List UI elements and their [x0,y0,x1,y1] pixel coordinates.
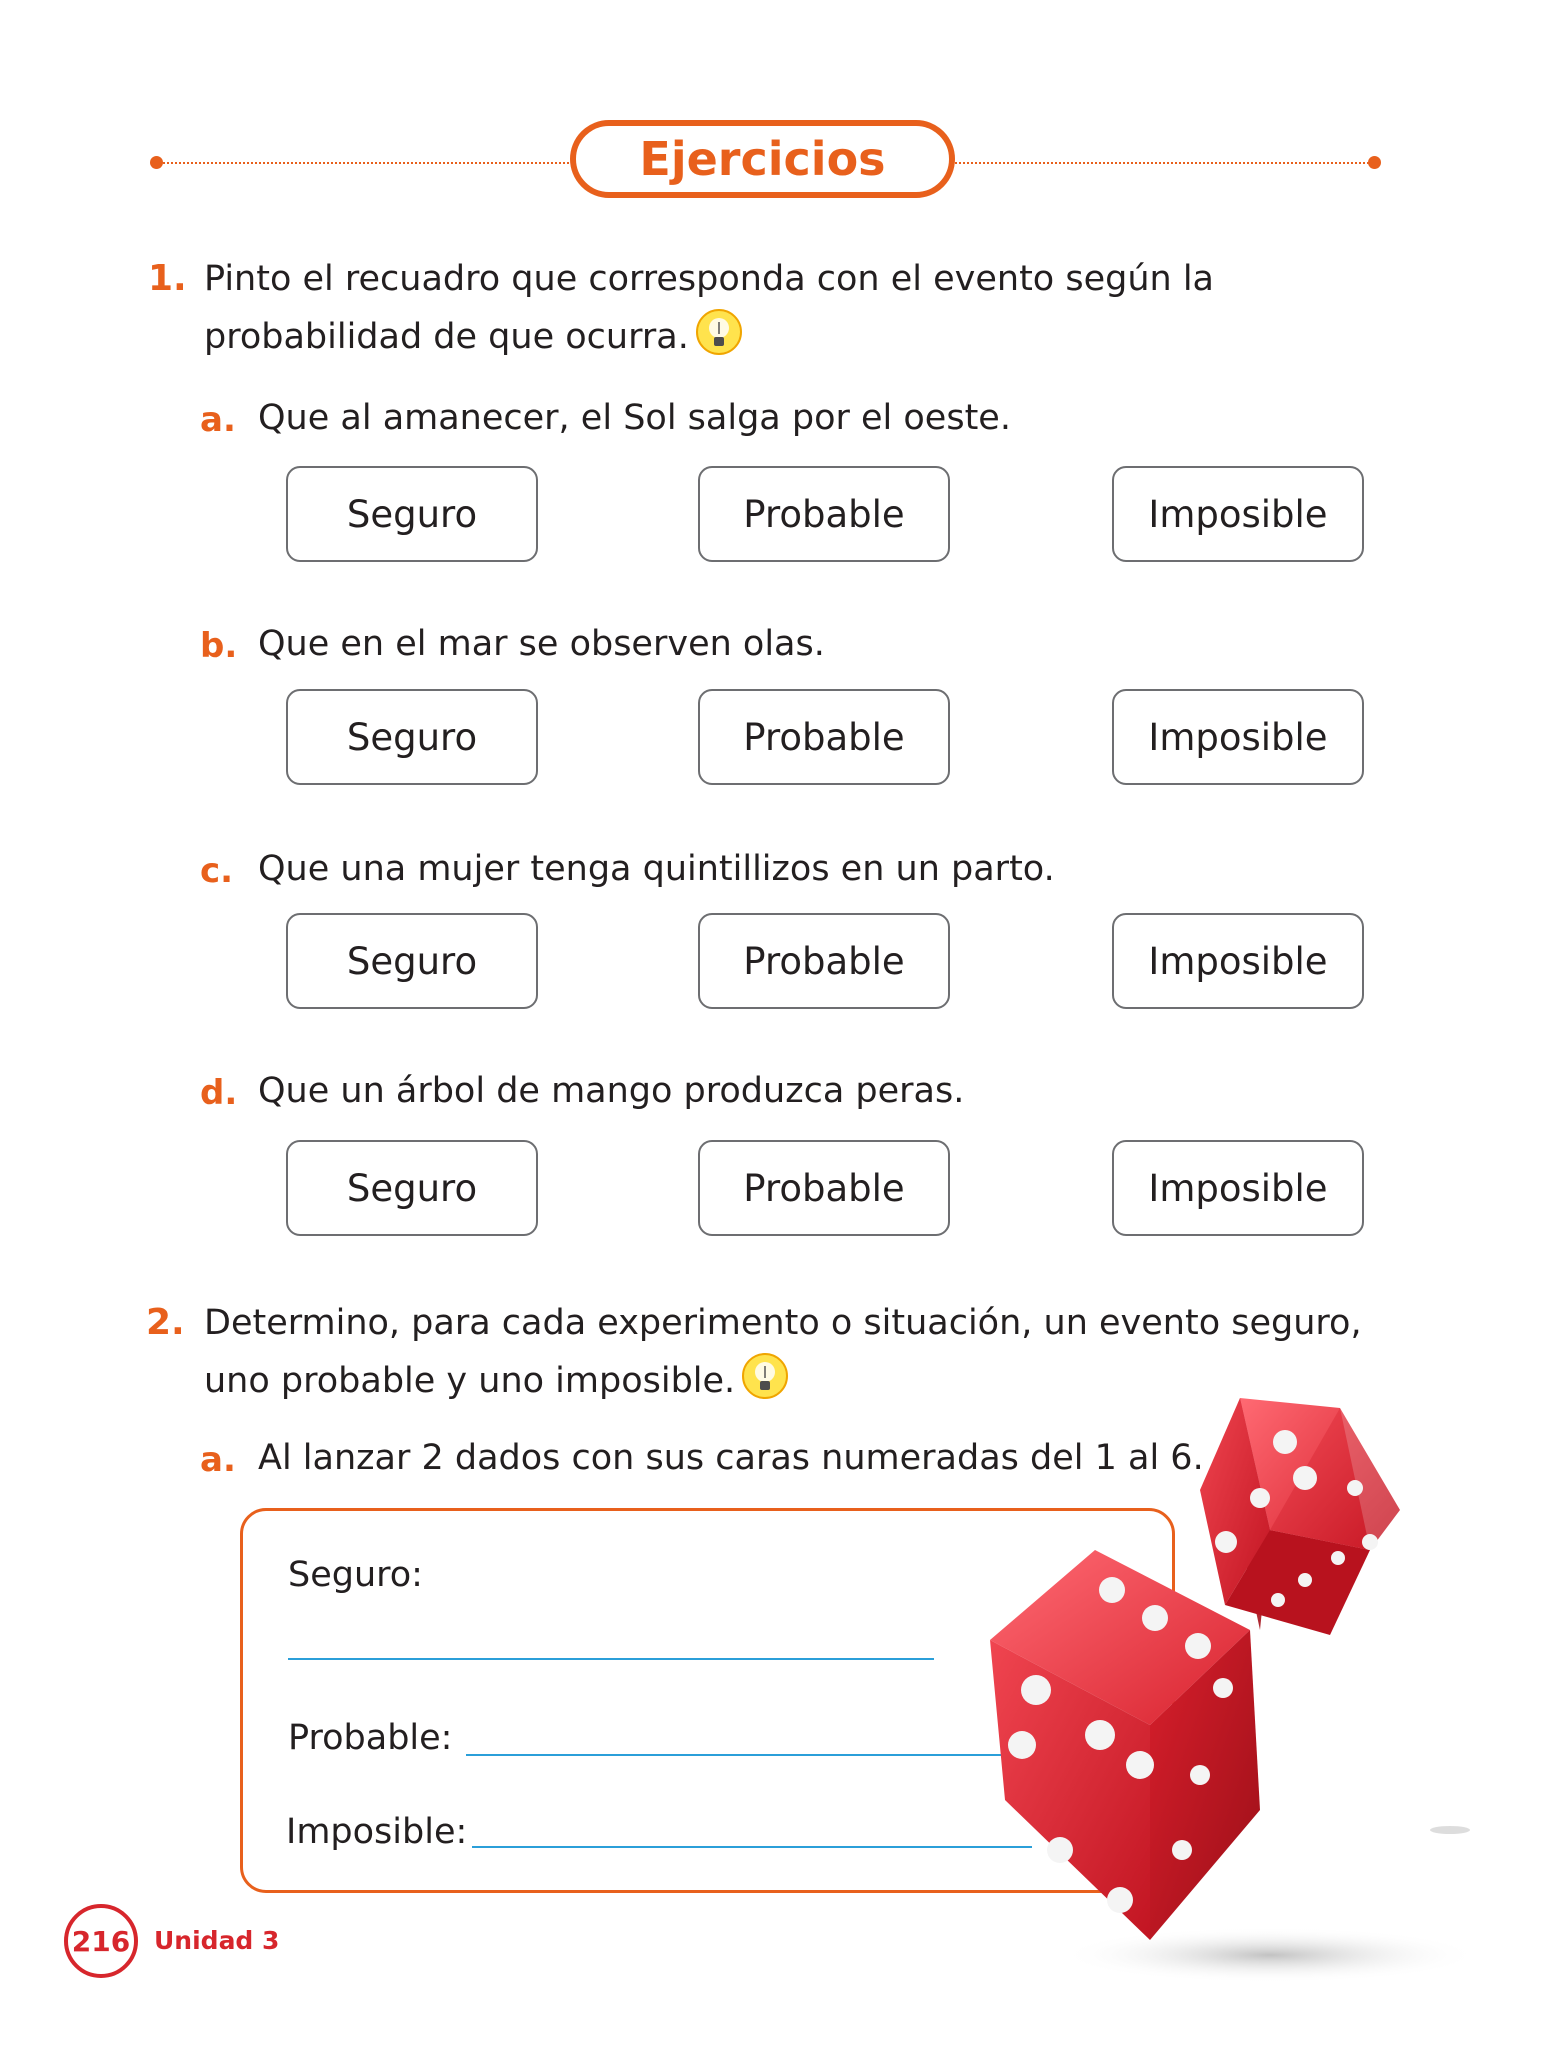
item-1a-letter: a. [200,400,236,440]
option-1c-seguro[interactable]: Seguro [286,913,538,1009]
item-1c-text: Que una mujer tenga quintillizos en un parto. [258,849,1055,889]
option-1d-probable[interactable]: Probable [698,1140,950,1236]
option-1b-probable[interactable]: Probable [698,689,950,785]
item-1d-text: Que un árbol de mango produzca peras. [258,1071,965,1111]
item-1a-text: Que al amanecer, el Sol salga por el oeste. [258,398,1011,438]
header-dot-right [1368,156,1381,169]
header-dotted-line-right [952,162,1372,164]
page-number-badge [64,1904,138,1978]
lightbulb-icon [741,1352,789,1418]
lightbulb-icon [695,308,743,374]
option-1c-imposible[interactable]: Imposible [1112,913,1364,1009]
large-die [990,1550,1260,1940]
header-dotted-line-left [163,162,573,164]
option-1c-probable[interactable]: Probable [698,913,950,1009]
exercise-1-line-1: Pinto el recuadro que corresponda con el evento según la [204,259,1214,299]
option-1d-imposible[interactable]: Imposible [1112,1140,1364,1236]
exercise-1-prompt [204,250,1404,374]
exercise-2-number: 2. [146,1302,185,1343]
header-dot-left [150,156,163,169]
answer-label-imposible: Imposible: [286,1812,468,1852]
exercise-2-line-1: Determino, para cada experimento o situación, un evento seguro, [204,1303,1362,1343]
item-1b-text: Que en el mar se observen olas. [258,624,825,664]
dice-illustration [960,1380,1520,2000]
item-1d-letter: d. [200,1073,238,1113]
unit-label: Unidad 3 [154,1926,280,1955]
option-1a-imposible[interactable]: Imposible [1112,466,1364,562]
option-1a-probable[interactable]: Probable [698,466,950,562]
option-1d-seguro[interactable]: Seguro [286,1140,538,1236]
answer-label-seguro: Seguro: [288,1555,423,1595]
option-1b-imposible[interactable]: Imposible [1112,689,1364,785]
option-1a-seguro[interactable]: Seguro [286,466,538,562]
page-number: 216 [71,1924,131,1958]
exercise-1-line-2: probabilidad de que ocurra. [204,317,689,357]
section-title: Ejercicios [639,132,886,186]
item-2a-text: Al lanzar 2 dados con sus caras numeradas del 1 al 6. [258,1438,1204,1478]
answer-line-imposible[interactable] [472,1846,1032,1848]
small-die [1200,1398,1400,1635]
exercise-1-number: 1. [148,258,187,299]
exercise-2-line-2: uno probable y uno imposible. [204,1361,736,1401]
item-1c-letter: c. [200,851,234,891]
answer-line-probable[interactable] [466,1754,1026,1756]
section-title-pill [570,120,955,198]
item-1b-letter: b. [200,626,238,666]
answer-label-probable: Probable: [288,1718,453,1758]
item-2a-letter: a. [200,1440,236,1480]
answer-line-seguro[interactable] [288,1658,934,1660]
option-1b-seguro[interactable]: Seguro [286,689,538,785]
